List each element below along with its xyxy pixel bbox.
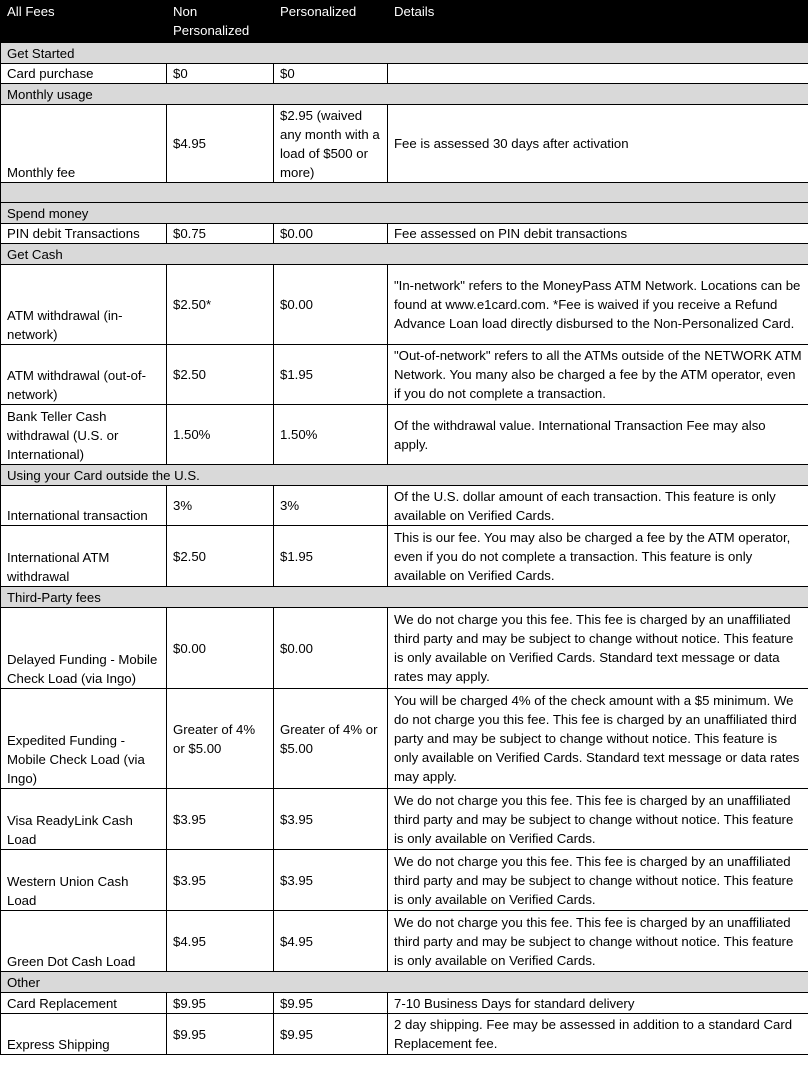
- non-personalized-fee: $4.95: [167, 105, 274, 183]
- table-row-western-union: [1, 850, 808, 911]
- fee-name: ATM withdrawal (out-of-network): [1, 345, 167, 405]
- header-personalized: Personalized: [274, 1, 388, 43]
- section-row-spend-money: [1, 203, 808, 224]
- fee-details: 2 day shipping. Fee may be assessed in addition to a standard Card Replacement fee.: [388, 1014, 808, 1055]
- table-row-visa-readylink: [1, 789, 808, 850]
- fee-details: "In-network" refers to the MoneyPass ATM Network. Locations can be found at www.e1card.com. *Fee is waived if you receive a Refund Advance Loan load directly disbursed to the Non-Personalized Card.: [388, 265, 808, 345]
- fee-details: Fee assessed on PIN debit transactions: [388, 224, 808, 244]
- section-row-get-started: [1, 43, 808, 64]
- section-title: Other: [1, 972, 808, 993]
- non-personalized-fee: $3.95: [167, 789, 274, 850]
- section-row-get-cash: [1, 244, 808, 265]
- table-row-bank-teller: [1, 405, 808, 465]
- fee-details: Of the withdrawal value. International Transaction Fee may also apply.: [388, 405, 808, 465]
- fee-name: Delayed Funding - Mobile Check Load (via Ingo): [1, 608, 167, 689]
- fee-name: Green Dot Cash Load: [1, 911, 167, 972]
- fee-details: Fee is assessed 30 days after activation: [388, 105, 808, 183]
- non-personalized-fee: 3%: [167, 486, 274, 526]
- fee-name: Bank Teller Cash withdrawal (U.S. or International): [1, 405, 167, 465]
- personalized-fee: $4.95: [274, 911, 388, 972]
- fee-details: This is our fee. You may also be charged a fee by the ATM operator, even if you do not complete a transaction. This feature is only available on Verified Cards.: [388, 526, 808, 587]
- personalized-fee: $0.00: [274, 265, 388, 345]
- non-personalized-fee: $4.95: [167, 911, 274, 972]
- non-personalized-fee: $9.95: [167, 993, 274, 1014]
- fee-name: Monthly fee: [1, 105, 167, 183]
- table-row-expedited-funding: [1, 689, 808, 789]
- table-row-card-purchase: [1, 64, 808, 84]
- personalized-fee: 1.50%: [274, 405, 388, 465]
- non-personalized-fee: 1.50%: [167, 405, 274, 465]
- section-row-third-party: [1, 587, 808, 608]
- spacer-cell: [1, 183, 808, 203]
- non-personalized-fee: $2.50: [167, 345, 274, 405]
- personalized-fee: $1.95: [274, 345, 388, 405]
- non-personalized-fee: $0.00: [167, 608, 274, 689]
- personalized-fee: $1.95: [274, 526, 388, 587]
- section-title: Get Cash: [1, 244, 808, 265]
- section-row-other: [1, 972, 808, 993]
- section-title: Monthly usage: [1, 84, 808, 105]
- fee-name: Card Replacement: [1, 993, 167, 1014]
- section-title: Third-Party fees: [1, 587, 808, 608]
- non-personalized-fee: $0: [167, 64, 274, 84]
- header-details: Details: [388, 1, 808, 43]
- table-row-intl-transaction: [1, 486, 808, 526]
- table-row-card-replacement: [1, 993, 808, 1014]
- table-row-pin-debit: [1, 224, 808, 244]
- header-non-personalized: Non Personalized: [167, 1, 274, 43]
- personalized-fee: $3.95: [274, 789, 388, 850]
- fee-details: We do not charge you this fee. This fee is charged by an unaffiliated third party and may be subject to change without notice. This feature is only available on Verified Cards. Standard text message or data rates may apply.: [388, 608, 808, 689]
- fee-details: We do not charge you this fee. This fee is charged by an unaffiliated third party and may be subject to change without notice. This feature is only available on Verified Cards.: [388, 911, 808, 972]
- table-row-atm-out-network: [1, 345, 808, 405]
- table-row-monthly-fee: [1, 105, 808, 183]
- section-title: Using your Card outside the U.S.: [1, 465, 808, 486]
- fee-name: Visa ReadyLink Cash Load: [1, 789, 167, 850]
- section-row-outside-us: [1, 465, 808, 486]
- fee-name: International ATM withdrawal: [1, 526, 167, 587]
- non-personalized-fee: $2.50: [167, 526, 274, 587]
- table-row-atm-in-network: [1, 265, 808, 345]
- header-all-fees: All Fees: [1, 1, 167, 43]
- fee-details: You will be charged 4% of the check amount with a $5 minimum. We do not charge you this fee. This fee is charged by an unaffiliated third party and may be subject to change without notice. This feature is only available on Verified Cards. Standard text message or data rates may apply.: [388, 689, 808, 789]
- personalized-fee: $9.95: [274, 993, 388, 1014]
- table-header-row: [1, 1, 808, 43]
- table-row-green-dot: [1, 911, 808, 972]
- section-title: Get Started: [1, 43, 808, 64]
- fee-name: ATM withdrawal (in-network): [1, 265, 167, 345]
- table-row-delayed-funding: [1, 608, 808, 689]
- fee-details: We do not charge you this fee. This fee is charged by an unaffiliated third party and may be subject to change without notice. This feature is only available on Verified Cards.: [388, 850, 808, 911]
- non-personalized-fee: $3.95: [167, 850, 274, 911]
- personalized-fee: $2.95 (waived any month with a load of $500 or more): [274, 105, 388, 183]
- fee-details: "Out-of-network" refers to all the ATMs outside of the NETWORK ATM Network. You many also be charged a fee by the ATM operator, even if you do not complete a transaction.: [388, 345, 808, 405]
- fee-details: Of the U.S. dollar amount of each transaction. This feature is only available on Verified Cards.: [388, 486, 808, 526]
- fee-name: Express Shipping: [1, 1014, 167, 1055]
- table-row-express-shipping: [1, 1014, 808, 1055]
- non-personalized-fee: $9.95: [167, 1014, 274, 1055]
- fee-name: Expedited Funding - Mobile Check Load (via Ingo): [1, 689, 167, 789]
- spacer-row: [1, 183, 808, 203]
- fee-name: Card purchase: [1, 64, 167, 84]
- non-personalized-fee: Greater of 4% or $5.00: [167, 689, 274, 789]
- fee-details: 7-10 Business Days for standard delivery: [388, 993, 808, 1014]
- non-personalized-fee: $2.50*: [167, 265, 274, 345]
- section-title: Spend money: [1, 203, 808, 224]
- personalized-fee: $0.00: [274, 608, 388, 689]
- personalized-fee: Greater of 4% or $5.00: [274, 689, 388, 789]
- fee-name: International transaction: [1, 486, 167, 526]
- personalized-fee: $0: [274, 64, 388, 84]
- section-row-monthly-usage: [1, 84, 808, 105]
- personalized-fee: 3%: [274, 486, 388, 526]
- fee-details: [388, 64, 808, 84]
- table-row-intl-atm: [1, 526, 808, 587]
- fee-name: PIN debit Transactions: [1, 224, 167, 244]
- fee-details: We do not charge you this fee. This fee is charged by an unaffiliated third party and may be subject to change without notice. This feature is only available on Verified Cards.: [388, 789, 808, 850]
- personalized-fee: $0.00: [274, 224, 388, 244]
- non-personalized-fee: $0.75: [167, 224, 274, 244]
- personalized-fee: $3.95: [274, 850, 388, 911]
- personalized-fee: $9.95: [274, 1014, 388, 1055]
- fee-name: Western Union Cash Load: [1, 850, 167, 911]
